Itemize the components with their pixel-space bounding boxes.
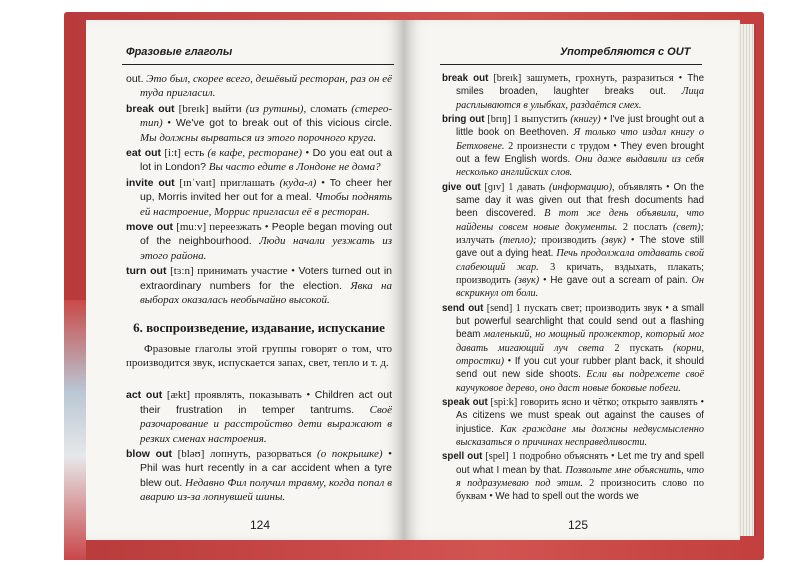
- right-page-header: Употребляются с OUT: [560, 46, 691, 58]
- dictionary-entry: move out [muːv] переезжать • People began moving out of the neighbourhood. Люди начали уезжать из этого района.: [126, 221, 393, 262]
- left-page-header: Фразовые глаголы: [126, 46, 233, 58]
- headword: speak out: [442, 396, 488, 408]
- cover-edge: [64, 300, 86, 560]
- dictionary-entry: eat out [iːt] есть (в кафе, ресторане) • Do you eat out a lot in London? Вы часто едите в Лондоне не дома?: [126, 147, 393, 174]
- headword: break out: [442, 73, 489, 84]
- dictionary-entry: blow out [bləʊ] лопнуть, разорваться (о покрышке) • Phil was hurt recently in a car accident when a tyre blew out. Недавно Фил получил травму, когда попал в аварию из-за лопнувшей шины.: [126, 447, 393, 504]
- left-page-text: [126, 72, 392, 506]
- page-edges: [738, 24, 756, 536]
- dictionary-entry: break out [breɪk] выйти (из рутины), сломать (стерео-тип) • We've got to break out of this vicious circle. Мы должны вырваться из этого порочного круга.: [126, 102, 393, 144]
- dictionary-entry: bring out [brɪŋ] 1 выпустить (книгу) • I've just brought out a little book on Beethoven. Я только что издал книгу о Бетховене. 2 произнести с трудом • They even brought out a few English words. Они даже выдавили из себя несколько английских слов.: [442, 113, 705, 179]
- headword: turn out: [126, 265, 167, 278]
- left-header-rule: [122, 64, 394, 65]
- section-title: 6. воспроизведение, издавание, испускание: [133, 319, 385, 335]
- headword: move out: [126, 221, 174, 234]
- page-number-left: 124: [250, 518, 271, 532]
- headword: spell out: [442, 451, 483, 463]
- headword: send out: [442, 302, 484, 314]
- right-page-text: [442, 72, 704, 505]
- dictionary-entry: act out [ækt] проявлять, показывать • Children act out their frustration in temper tantrums. Своё разочарование и расстройство дети выражают в резких сменах настроения.: [126, 389, 392, 445]
- dictionary-entry: turn out [tɜːn] принимать участие • Voters turned out in extraordinary numbers for the election. Явка на выборах оказалась необычайно высокой.: [126, 265, 393, 307]
- right-header-rule: [440, 64, 702, 65]
- dictionary-entry: spell out [spel] 1 подробно объяснять • Let me try and spell out what I mean by that. Позвольте мне объяснить, что я подразумеваю под этим. 2 произносить слово по буквам • We had to spell out the words we: [442, 451, 705, 503]
- dictionary-entry: break out [breɪk] зашуметь, грохнуть, разразиться • The smiles broaden, laughter breaks out. Лица расплываются в улыбках, раздаётся смех.: [442, 73, 705, 111]
- headword: act out: [126, 389, 163, 402]
- page-number-right: 125: [568, 518, 589, 532]
- headword: blow out: [126, 447, 172, 460]
- headword: invite out: [126, 176, 175, 189]
- headword: eat out: [126, 147, 162, 160]
- section-description: Фразовые глаголы этой группы говорят о том, что производится звук, испускается запах, свет, тепло и т. д.: [126, 342, 392, 369]
- headword: bring out: [442, 113, 485, 125]
- dictionary-entry: speak out [spiːk] говорить ясно и чётко; открыто заявлять • As citizens we must speak out against the causes of injustice. Как граждане мы должны недвусмысленно высказаться о причинах несправедливости.: [442, 396, 705, 448]
- headword: give out: [442, 181, 481, 193]
- headword: break out: [126, 102, 175, 115]
- dictionary-entry: give out [ɡɪv] 1 давать (информацию), объявлять • On the same day it was given out that fresh documents had been discovered. В тот же день объявили, что найдены совсем новые документы. 2 послать (свет); излучать (тепло); производить (звук) • The stove still gave out a dying heat. Печь продолжала отдавать свой слабеющий жар. 3 кричать, вздыхать, плакать; производить (звук) • He gave out a scream of pain. Он вскрикнул от боли.: [442, 181, 705, 300]
- dictionary-entry: invite out [ɪnˈvaɪt] приглашать (куда-л) • To cheer her up, Morris invited her out for a meal. Чтобы поднять ей настроение, Моррис пригласил её в ресторан.: [126, 176, 393, 218]
- intro-line: out. Это был, скорее всего, дешёвый ресторан, раз он её туда пригласил.: [126, 73, 392, 100]
- dictionary-entry: send out [send] 1 пускать свет; производить звук • a small but powerful searchlight that could send out a flashing beam маленький, но мощный прожектор, который мог давать мигающий луч света 2 пускать (корни, отростки) • If you cut your rubber plant back, it should send out new side shoots. Если вы подрежете своё каучуковое дерево, оно даст новые боковые побеги.: [442, 302, 705, 394]
